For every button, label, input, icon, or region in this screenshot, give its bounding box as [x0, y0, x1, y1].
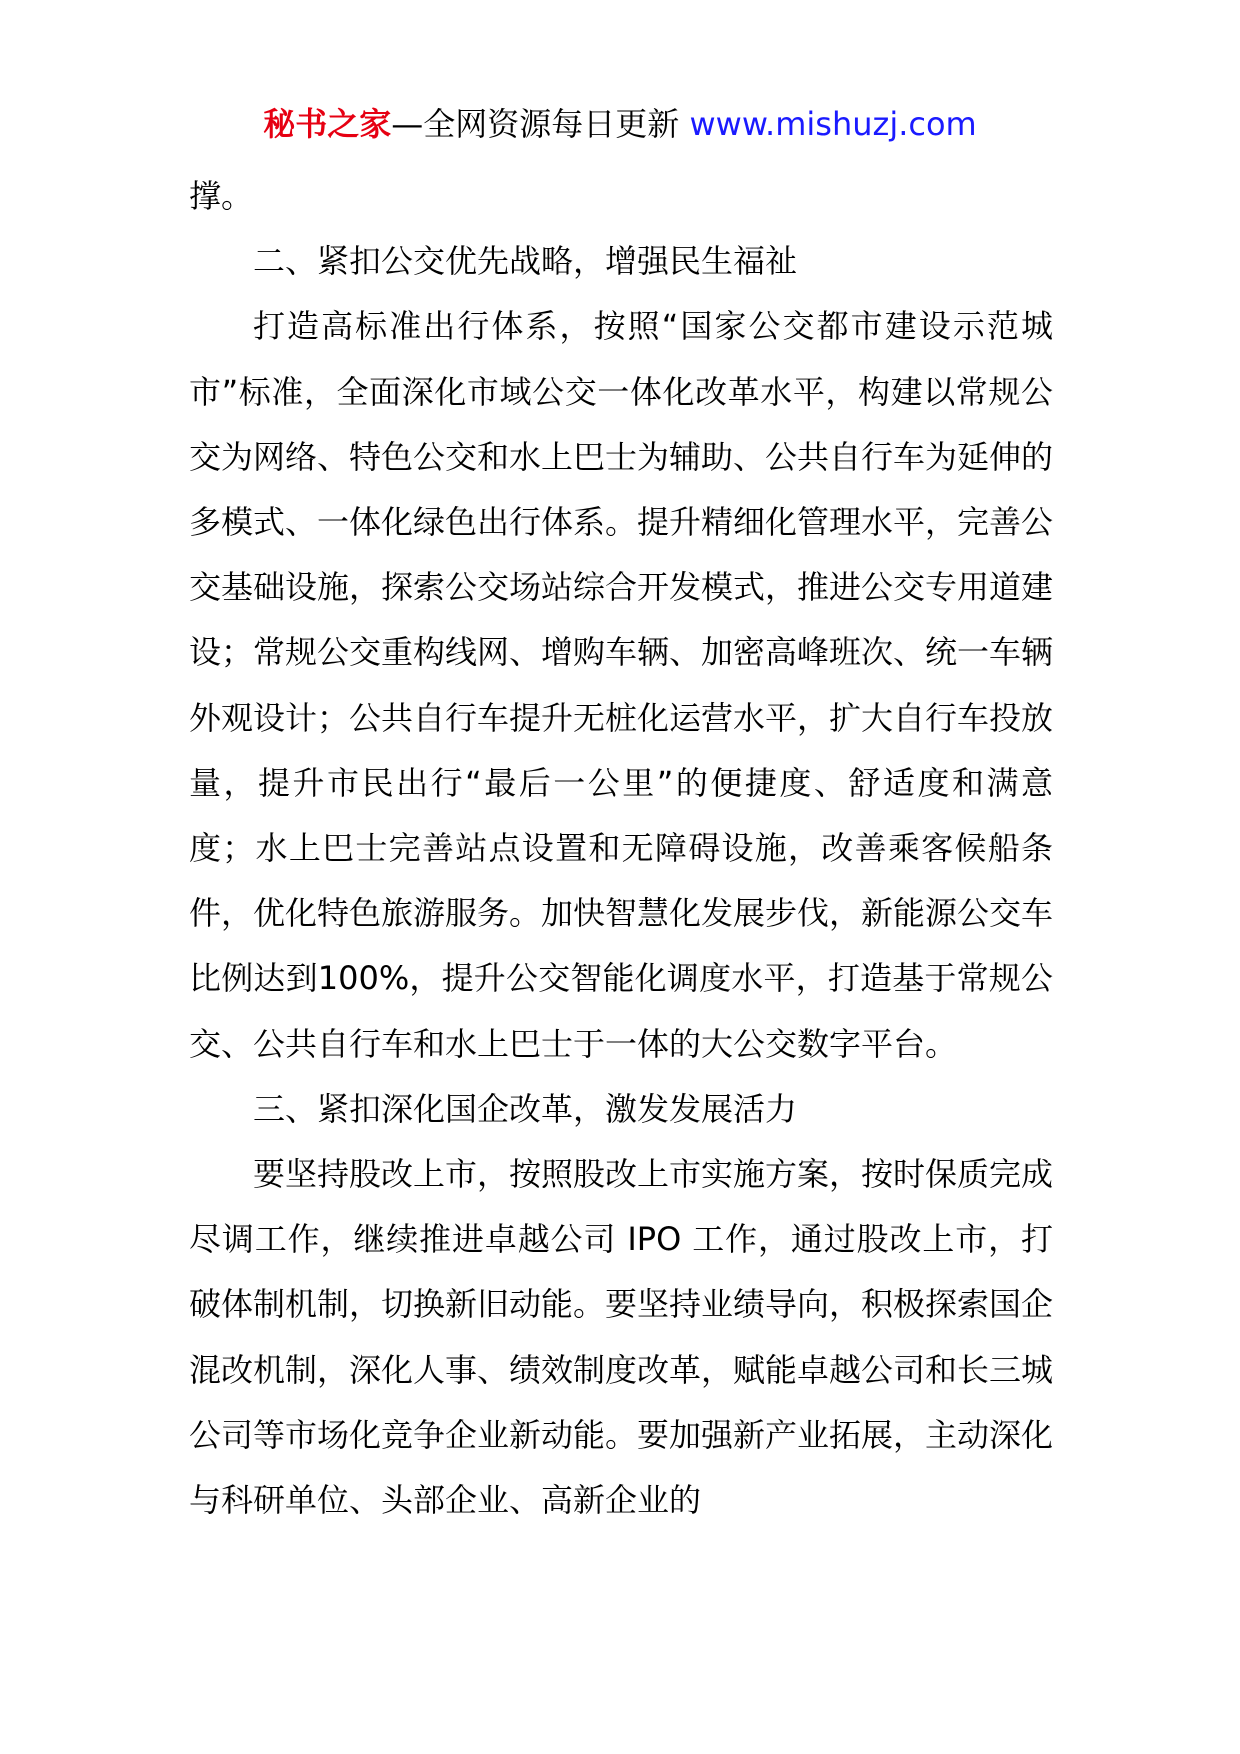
page-header	[0, 100, 1240, 148]
document-body	[189, 164, 1053, 1533]
paragraph-soe-reform: 要坚持股改上市，按照股改上市实施方案，按时保质完成尽调工作，继续推进卓越公司 IPO 工作，通过股改上市，打破体制机制，切换新旧动能。要坚持业绩导向，积极探索国企混改机制，深化人事、绩效制度改革，赋能卓越公司和长三城公司等市场化竞争企业新动能。要加强新产业拓展，主动深化与科研单位、头部企业、高新企业的	[189, 1155, 1054, 1520]
paragraph-transit-system: 打造高标准出行体系，按照“国家公交都市建设示范城市”标准，全面深化市域公交一体化改革水平，构建以常规公交为网络、特色公交和水上巴士为辅助、公共自行车为延伸的多模式、一体化绿色出行体系。提升精细化管理水平，完善公交基础设施，探索公交场站综合开发模式，推进公交专用道建设；常规公交重构线网、增购车辆、加密高峰班次、统一车辆外观设计；公共自行车提升无桩化运营水平，扩大自行车投放量，提升市民出行“最后一公里”的便捷度、舒适度和满意度；水上巴士完善站点设置和无障碍设施，改善乘客候船条件，优化特色旅游服务。加快智慧化发展步伐，新能源公交车比例达到100%，提升公交智能化调度水平，打造基于常规公交、公共自行车和水上巴士于一体的大公交数字平台。	[189, 307, 1054, 1063]
site-url-link[interactable]: www.mishuzj.com	[689, 105, 977, 143]
section-heading-2: 二、紧扣公交优先战略，增强民生福祉	[253, 242, 798, 281]
section-heading-3: 三、紧扣深化国企改革，激发发展活力	[253, 1089, 798, 1128]
paragraph-continuation: 撑。	[189, 177, 254, 215]
brand-name: 秘书之家	[263, 105, 392, 143]
header-tagline: —全网资源每日更新	[391, 105, 680, 143]
